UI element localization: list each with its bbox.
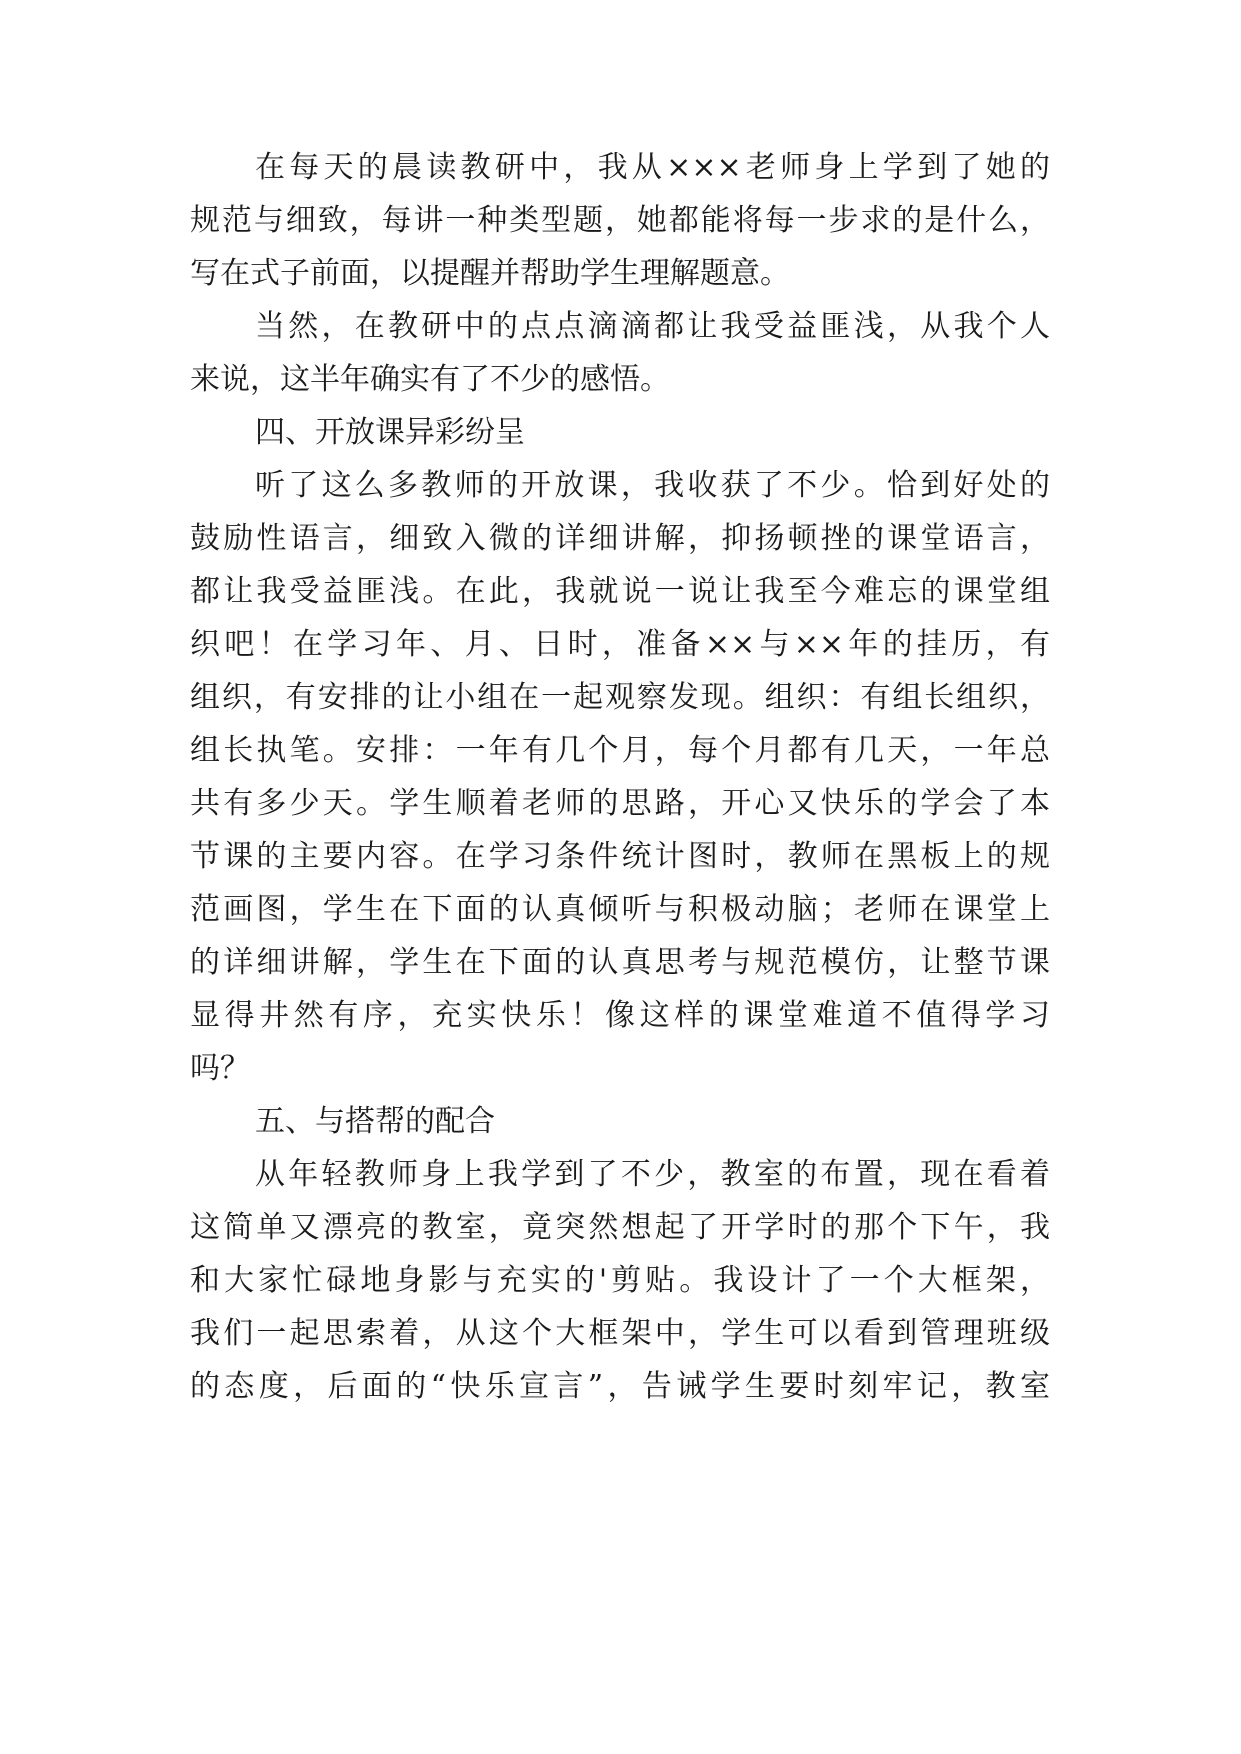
paragraph-line: 显得井然有序，充实快乐！像这样的课堂难道不值得学习	[190, 998, 1050, 1033]
section-heading: 五、与搭帮的配合	[255, 1104, 495, 1139]
paragraph-line: 写在式子前面，以提醒并帮助学生理解题意。	[190, 256, 790, 291]
paragraph-line: 在每天的晨读教研中，我从×××老师身上学到了她的	[255, 150, 1050, 185]
paragraph-line: 听了这么多教师的开放课，我收获了不少。恰到好处的	[255, 468, 1050, 503]
paragraph-line: 都让我受益匪浅。在此，我就说一说让我至今难忘的课堂组	[190, 574, 1050, 609]
paragraph-line: 当然，在教研中的点点滴滴都让我受益匪浅，从我个人	[255, 309, 1050, 344]
paragraph-line: 共有多少天。学生顺着老师的思路，开心又快乐的学会了本	[190, 786, 1050, 821]
paragraph-line: 织吧！在学习年、月、日时，准备××与××年的挂历，有	[190, 627, 1050, 662]
paragraph-line: 的态度，后面的“快乐宣言”，告诫学生要时刻牢记，教室	[190, 1369, 1050, 1404]
paragraph-line: 组长执笔。安排：一年有几个月，每个月都有几天，一年总	[190, 733, 1050, 768]
paragraph-line: 和大家忙碌地身影与充实的'剪贴。我设计了一个大框架，	[190, 1263, 1050, 1298]
paragraph-line: 节课的主要内容。在学习条件统计图时，教师在黑板上的规	[190, 839, 1050, 874]
paragraph-line: 我们一起思索着，从这个大框架中，学生可以看到管理班级	[190, 1316, 1050, 1351]
paragraph-line: 这简单又漂亮的教室，竟突然想起了开学时的那个下午，我	[190, 1210, 1050, 1245]
paragraph-line: 规范与细致，每讲一种类型题，她都能将每一步求的是什么，	[190, 203, 1050, 238]
paragraph-line: 吗？	[190, 1051, 250, 1086]
paragraph-line: 鼓励性语言，细致入微的详细讲解，抑扬顿挫的课堂语言，	[190, 521, 1050, 556]
paragraph-line: 来说，这半年确实有了不少的感悟。	[190, 362, 670, 397]
paragraph-line: 从年轻教师身上我学到了不少，教室的布置，现在看着	[255, 1157, 1050, 1192]
paragraph-line: 范画图，学生在下面的认真倾听与积极动脑；老师在课堂上	[190, 892, 1050, 927]
paragraph-line: 组织，有安排的让小组在一起观察发现。组织：有组长组织，	[190, 680, 1050, 715]
section-heading: 四、开放课异彩纷呈	[255, 415, 525, 450]
paragraph-line: 的详细讲解，学生在下面的认真思考与规范模仿，让整节课	[190, 945, 1050, 980]
